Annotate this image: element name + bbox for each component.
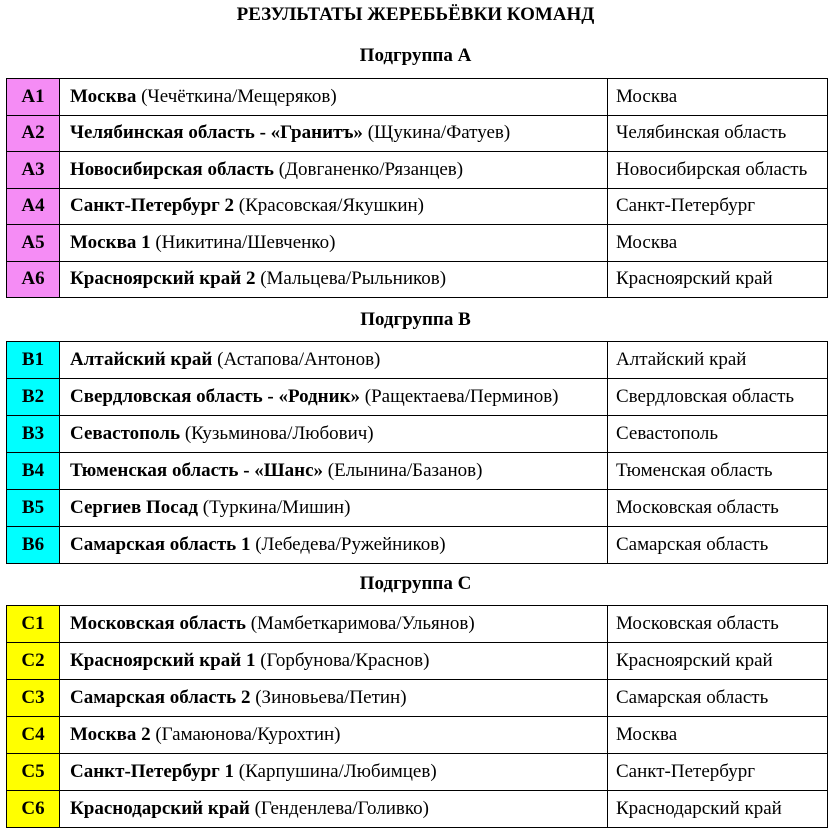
team-region: Санкт-Петербург (608, 754, 828, 791)
team-region: Свердловская область (608, 379, 828, 416)
table-row (7, 379, 828, 416)
team-name: Москва (70, 85, 137, 107)
team-region: Самарская область (608, 680, 828, 717)
team-name: Новосибирская область (70, 158, 274, 180)
team-cell (60, 643, 608, 680)
team-code: C5 (7, 754, 60, 791)
team-code: B5 (7, 490, 60, 527)
team-region: Москва (608, 225, 828, 262)
team-players: (Мальцева/Рыльников) (260, 268, 447, 290)
table-row (7, 152, 828, 189)
team-region: Красноярский край (608, 643, 828, 680)
team-cell (60, 791, 608, 828)
team-code: C1 (7, 606, 60, 643)
team-code: A5 (7, 225, 60, 262)
team-name: Москва 1 (70, 231, 151, 253)
team-players: (Ращектаева/Перминов) (364, 386, 559, 407)
team-code: C2 (7, 643, 60, 680)
table-row (7, 754, 828, 791)
team-cell (60, 717, 608, 754)
team-name: Тюменская область - «Шанс» (70, 460, 324, 481)
table-row (7, 261, 828, 298)
table-row (7, 606, 828, 643)
team-players: (Щукина/Фатуев) (367, 122, 511, 144)
team-code: A3 (7, 152, 60, 189)
team-region: Краснодарский край (608, 791, 828, 828)
team-name: Самарская область 2 (70, 687, 251, 708)
team-players: (Красовская/Якушкин) (238, 195, 425, 217)
team-cell (60, 416, 608, 453)
table-row (7, 115, 828, 152)
team-name: Самарская область 1 (70, 534, 251, 555)
team-players: (Астапова/Антонов) (217, 349, 381, 370)
team-cell (60, 606, 608, 643)
team-players: (Генденлева/Голивко) (254, 798, 429, 819)
team-code: C3 (7, 680, 60, 717)
team-region: Московская область (608, 490, 828, 527)
team-cell (60, 754, 608, 791)
group-a-table (6, 78, 828, 298)
table-row (7, 791, 828, 828)
table-row (7, 225, 828, 262)
team-players: (Карпушина/Любимцев) (238, 761, 437, 782)
team-cell (60, 490, 608, 527)
group-b-title: Подгруппа В (360, 309, 471, 330)
team-code: B1 (7, 342, 60, 379)
team-code: A1 (7, 79, 60, 116)
team-players: (Довганенко/Рязанцев) (278, 158, 464, 180)
table-row (7, 490, 828, 527)
team-players: (Горбунова/Краснов) (260, 650, 430, 671)
table-row (7, 717, 828, 754)
team-code: C6 (7, 791, 60, 828)
team-code: B4 (7, 453, 60, 490)
team-cell (60, 188, 608, 225)
team-name: Алтайский край (70, 349, 213, 370)
table-row (7, 527, 828, 564)
team-players: (Елынина/Базанов) (327, 460, 483, 481)
group-a-title: Подгруппа А (359, 45, 472, 66)
table-row (7, 188, 828, 225)
team-region: Москва (608, 79, 828, 116)
table-row (7, 79, 828, 116)
team-cell (60, 453, 608, 490)
team-code: B3 (7, 416, 60, 453)
team-code: B6 (7, 527, 60, 564)
team-cell (60, 79, 608, 116)
team-code: C4 (7, 717, 60, 754)
group-b-table (6, 341, 828, 564)
group-c-table (6, 605, 828, 828)
team-code: A4 (7, 188, 60, 225)
team-name: Свердловская область - «Родник» (70, 386, 361, 407)
team-name: Красноярский край 1 (70, 650, 256, 671)
team-region: Тюменская область (608, 453, 828, 490)
team-region: Красноярский край (608, 261, 828, 298)
team-name: Санкт-Петербург 2 (70, 195, 235, 217)
team-players: (Мамбеткаримова/Ульянов) (250, 613, 475, 634)
team-region: Москва (608, 717, 828, 754)
team-players: (Чечёткина/Мещеряков) (141, 85, 337, 107)
team-cell (60, 152, 608, 189)
team-cell (60, 379, 608, 416)
team-region: Новосибирская область (608, 152, 828, 189)
team-players: (Лебедева/Ружейников) (255, 534, 446, 555)
team-cell (60, 115, 608, 152)
team-region: Самарская область (608, 527, 828, 564)
page-title: РЕЗУЛЬТАТЫ ЖЕРЕБЬЁВКИ КОМАНД (236, 4, 595, 25)
team-name: Красноярский край 2 (70, 268, 256, 290)
team-cell (60, 527, 608, 564)
team-players: (Гамаюнова/Курохтин) (155, 724, 341, 745)
team-code: A6 (7, 261, 60, 298)
table-row (7, 342, 828, 379)
team-players: (Зиновьева/Петин) (255, 687, 407, 708)
team-name: Севастополь (70, 423, 181, 444)
team-name: Московская область (70, 613, 246, 634)
team-cell (60, 680, 608, 717)
table-row (7, 643, 828, 680)
team-players: (Кузьминова/Любович) (184, 423, 374, 444)
team-name: Челябинская область - «Гранитъ» (70, 122, 363, 144)
team-name: Москва 2 (70, 724, 151, 745)
team-region: Санкт-Петербург (608, 188, 828, 225)
team-region: Алтайский край (608, 342, 828, 379)
team-name: Санкт-Петербург 1 (70, 761, 235, 782)
team-code: A2 (7, 115, 60, 152)
table-row (7, 680, 828, 717)
team-code: B2 (7, 379, 60, 416)
team-cell (60, 261, 608, 298)
team-cell (60, 225, 608, 262)
team-region: Челябинская область (608, 115, 828, 152)
team-region: Московская область (608, 606, 828, 643)
team-players: (Никитина/Шевченко) (155, 231, 336, 253)
team-name: Краснодарский край (70, 798, 250, 819)
table-row (7, 416, 828, 453)
table-row (7, 453, 828, 490)
group-c-title: Подгруппа С (359, 573, 472, 594)
team-players: (Туркина/Мишин) (202, 497, 351, 518)
team-region: Севастополь (608, 416, 828, 453)
team-name: Сергиев Посад (70, 497, 199, 518)
team-cell (60, 342, 608, 379)
